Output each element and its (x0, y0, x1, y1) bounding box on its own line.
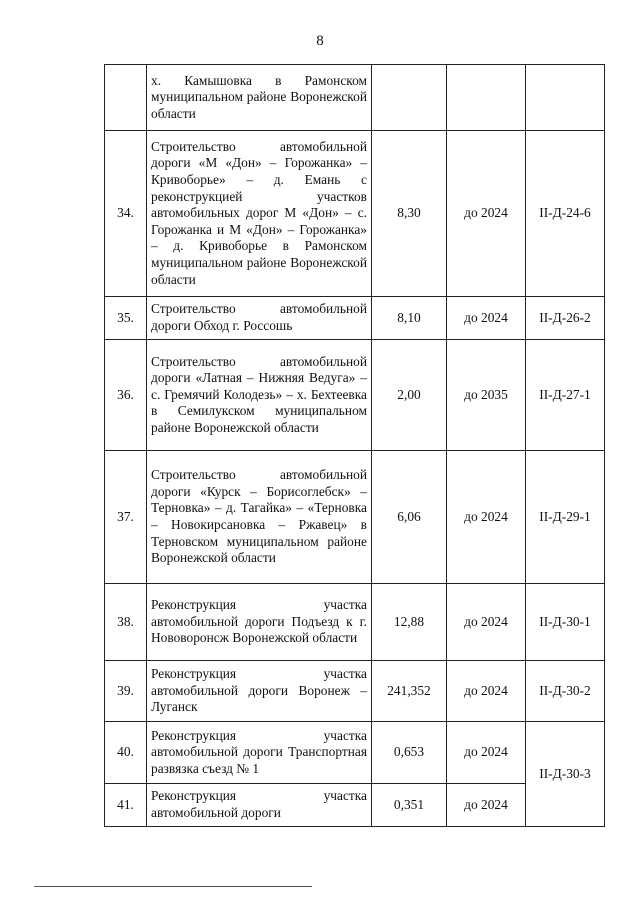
table-row (105, 722, 605, 784)
project-code: II-Д-29-1 (526, 451, 605, 584)
project-name: Строительство автомобильной дороги «М «Дон» – Горожанка» – Кривоборье» – д. Емань с реконструкцией участков автомобильных дорог М «Дон» – с. Горожанка и М «Дон» – Горожанка» – д. Кривоборье в Рамонском муниципальном районе Воронежской области (147, 131, 372, 297)
row-number: 37. (105, 451, 147, 584)
completion-term: до 2024 (447, 722, 526, 784)
project-code: II-Д-26-2 (526, 297, 605, 340)
footnote-divider (34, 886, 312, 887)
project-name: х. Камышовка в Рамонском муниципальном районе Воронежской области (147, 65, 372, 131)
table-row (105, 65, 605, 131)
road-length: 241,352 (372, 661, 447, 722)
table-row (105, 297, 605, 340)
table-row (105, 584, 605, 661)
completion-term: до 2024 (447, 584, 526, 661)
road-length: 8,10 (372, 297, 447, 340)
completion-term: до 2024 (447, 297, 526, 340)
road-length: 0,653 (372, 722, 447, 784)
project-code: II-Д-24-6 (526, 131, 605, 297)
completion-term: до 2024 (447, 451, 526, 584)
road-length (372, 65, 447, 131)
row-number: 41. (105, 784, 147, 827)
project-name: Строительство автомобильной дороги «Латная – Нижняя Ведуга» – с. Гремячий Колодезь» – х. Бехтеевка в Семилукском муниципальном районе Воронежской области (147, 340, 372, 451)
table-row (105, 451, 605, 584)
row-number (105, 65, 147, 131)
project-name: Реконструкция участка автомобильной дороги Подъезд к г. Нововоронсж Воронежской области (147, 584, 372, 661)
project-code: II-Д-27-1 (526, 340, 605, 451)
project-name: Строительство автомобильной дороги «Курск – Борисоглебск» – Терновка» – д. Тагайка» – «Терновка – Новокирсановка – Ржавец» в Терновском муниципальном районе Воронежской области (147, 451, 372, 584)
table-row (105, 131, 605, 297)
project-code: II-Д-30-2 (526, 661, 605, 722)
road-length: 8,30 (372, 131, 447, 297)
project-name: Строительство автомобильной дороги Обход г. Россошь (147, 297, 372, 340)
road-length: 6,06 (372, 451, 447, 584)
row-number: 35. (105, 297, 147, 340)
completion-term: до 2024 (447, 131, 526, 297)
completion-term: до 2035 (447, 340, 526, 451)
table-row (105, 661, 605, 722)
project-code: II-Д-30-1 (526, 584, 605, 661)
project-code: II-Д-30-3 (526, 722, 605, 827)
road-length: 0,351 (372, 784, 447, 827)
page-number: 8 (316, 33, 324, 49)
completion-term: до 2024 (447, 661, 526, 722)
projects-table (104, 64, 605, 827)
row-number: 38. (105, 584, 147, 661)
road-length: 2,00 (372, 340, 447, 451)
row-number: 39. (105, 661, 147, 722)
road-length: 12,88 (372, 584, 447, 661)
table-row (105, 340, 605, 451)
project-name: Реконструкция участка автомобильной дороги Транспортная развязка съезд № 1 (147, 722, 372, 784)
row-number: 34. (105, 131, 147, 297)
project-code (526, 65, 605, 131)
row-number: 36. (105, 340, 147, 451)
project-name: Реконструкция участка автомобильной дороги (147, 784, 372, 827)
project-name: Реконструкция участка автомобильной дороги Воронеж – Луганск (147, 661, 372, 722)
completion-term: до 2024 (447, 784, 526, 827)
completion-term (447, 65, 526, 131)
row-number: 40. (105, 722, 147, 784)
